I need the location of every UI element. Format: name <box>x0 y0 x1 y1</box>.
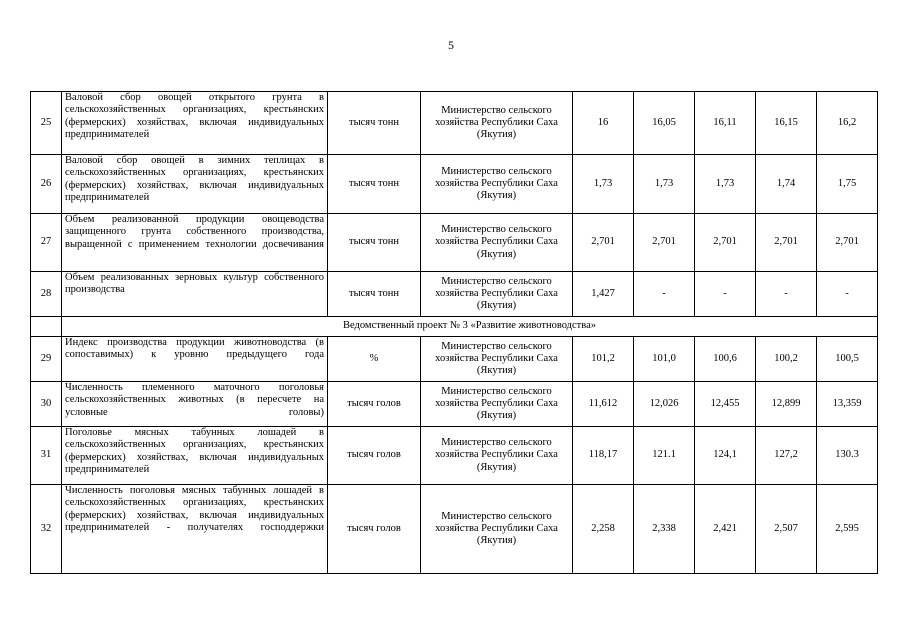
unit-of-measure: тысяч тонн <box>328 272 421 317</box>
page-number: 5 <box>448 38 454 52</box>
table-row <box>31 272 878 317</box>
value-year-2: 101,0 <box>634 337 695 382</box>
responsible-body: Министерство сельского хозяйства Республики Саха (Якутия) <box>421 272 573 317</box>
value-year-2: 12,026 <box>634 382 695 427</box>
value-year-4: 2,701 <box>756 214 817 272</box>
value-year-3: 124,1 <box>695 427 756 485</box>
row-number: 30 <box>31 382 62 427</box>
responsible-body: Министерство сельского хозяйства Республики Саха (Якутия) <box>421 92 573 155</box>
value-year-5: 2,595 <box>817 485 878 574</box>
value-year-4: - <box>756 272 817 317</box>
value-year-1: 118,17 <box>573 427 634 485</box>
responsible-body: Министерство сельского хозяйства Республики Саха (Якутия) <box>421 382 573 427</box>
row-number: 32 <box>31 485 62 574</box>
value-year-3: 1,73 <box>695 155 756 214</box>
responsible-body: Министерство сельского хозяйства Республики Саха (Якутия) <box>421 214 573 272</box>
row-number: 31 <box>31 427 62 485</box>
unit-of-measure: тысяч тонн <box>328 214 421 272</box>
value-year-1: 11,612 <box>573 382 634 427</box>
responsible-body: Министерство сельского хозяйства Республики Саха (Якутия) <box>421 485 573 574</box>
row-number: 29 <box>31 337 62 382</box>
value-year-4: 12,899 <box>756 382 817 427</box>
value-year-3: 2,701 <box>695 214 756 272</box>
responsible-body: Министерство сельского хозяйства Республики Саха (Якутия) <box>421 155 573 214</box>
indicator-name: Объем реализованных зерновых культур собственного производства <box>62 272 328 317</box>
unit-of-measure: тысяч голов <box>328 382 421 427</box>
value-year-5: - <box>817 272 878 317</box>
table-row <box>31 427 878 485</box>
value-year-1: 2,258 <box>573 485 634 574</box>
indicator-name: Валовой сбор овощей открытого грунта в сельскохозяйственных организациях, крестьянских (фермерских) хозяйствах, включая индивидуальных предпринимателей <box>62 92 328 155</box>
value-year-4: 100,2 <box>756 337 817 382</box>
indicator-name: Поголовье мясных табунных лошадей в сельскохозяйственных организациях, крестьянских (фермерских) хозяйствах, включая индивидуальных предпринимателей <box>62 427 328 485</box>
value-year-2: 16,05 <box>634 92 695 155</box>
value-year-1: 1,427 <box>573 272 634 317</box>
value-year-2: 2,338 <box>634 485 695 574</box>
value-year-1: 2,701 <box>573 214 634 272</box>
value-year-2: 1,73 <box>634 155 695 214</box>
unit-of-measure: тысяч голов <box>328 485 421 574</box>
table-row <box>31 337 878 382</box>
responsible-body: Министерство сельского хозяйства Республики Саха (Якутия) <box>421 427 573 485</box>
value-year-1: 1,73 <box>573 155 634 214</box>
table-row <box>31 214 878 272</box>
table-row <box>31 155 878 214</box>
value-year-3: - <box>695 272 756 317</box>
value-year-5: 13,359 <box>817 382 878 427</box>
value-year-5: 130.3 <box>817 427 878 485</box>
table-row <box>31 485 878 574</box>
value-year-5: 2,701 <box>817 214 878 272</box>
row-number: 26 <box>31 155 62 214</box>
indicator-name: Объем реализованной продукции овощеводства защищенного грунта собственного производства, выращенной с применением технологии досвечивания <box>62 214 328 272</box>
indicator-name: Численность племенного маточного поголовья сельскохозяйственных животных (в пересчете на условные головы) <box>62 382 328 427</box>
responsible-body: Министерство сельского хозяйства Республики Саха (Якутия) <box>421 337 573 382</box>
value-year-4: 16,15 <box>756 92 817 155</box>
table-row <box>31 92 878 155</box>
indicator-name: Численность поголовья мясных табунных лошадей в сельскохозяйственных организациях, крестьянских (фермерских) хозяйствах, включая индивидуальных предпринимателей - получателях господдержки <box>62 485 328 574</box>
value-year-5: 100,5 <box>817 337 878 382</box>
value-year-4: 2,507 <box>756 485 817 574</box>
value-year-5: 16,2 <box>817 92 878 155</box>
section-row <box>31 317 878 337</box>
value-year-3: 16,11 <box>695 92 756 155</box>
value-year-1: 101,2 <box>573 337 634 382</box>
row-number: 27 <box>31 214 62 272</box>
value-year-2: 121.1 <box>634 427 695 485</box>
section-title: Ведомственный проект № 3 «Развитие животноводства» <box>62 317 878 337</box>
value-year-1: 16 <box>573 92 634 155</box>
row-number: 25 <box>31 92 62 155</box>
indicator-name: Валовой сбор овощей в зимних теплицах в сельскохозяйственных организациях, крестьянских (фермерских) хозяйствах, включая индивидуальных предпринимателей <box>62 155 328 214</box>
unit-of-measure: тысяч тонн <box>328 155 421 214</box>
value-year-4: 127,2 <box>756 427 817 485</box>
value-year-3: 2,421 <box>695 485 756 574</box>
row-number: 28 <box>31 272 62 317</box>
value-year-2: 2,701 <box>634 214 695 272</box>
unit-of-measure: тысяч тонн <box>328 92 421 155</box>
value-year-3: 12,455 <box>695 382 756 427</box>
value-year-2: - <box>634 272 695 317</box>
unit-of-measure: % <box>328 337 421 382</box>
unit-of-measure: тысяч голов <box>328 427 421 485</box>
indicators-table <box>30 91 878 574</box>
indicator-name: Индекс производства продукции животноводства (в сопоставимых) к уровню предыдущего года <box>62 337 328 382</box>
table-row <box>31 382 878 427</box>
value-year-5: 1,75 <box>817 155 878 214</box>
value-year-4: 1,74 <box>756 155 817 214</box>
value-year-3: 100,6 <box>695 337 756 382</box>
